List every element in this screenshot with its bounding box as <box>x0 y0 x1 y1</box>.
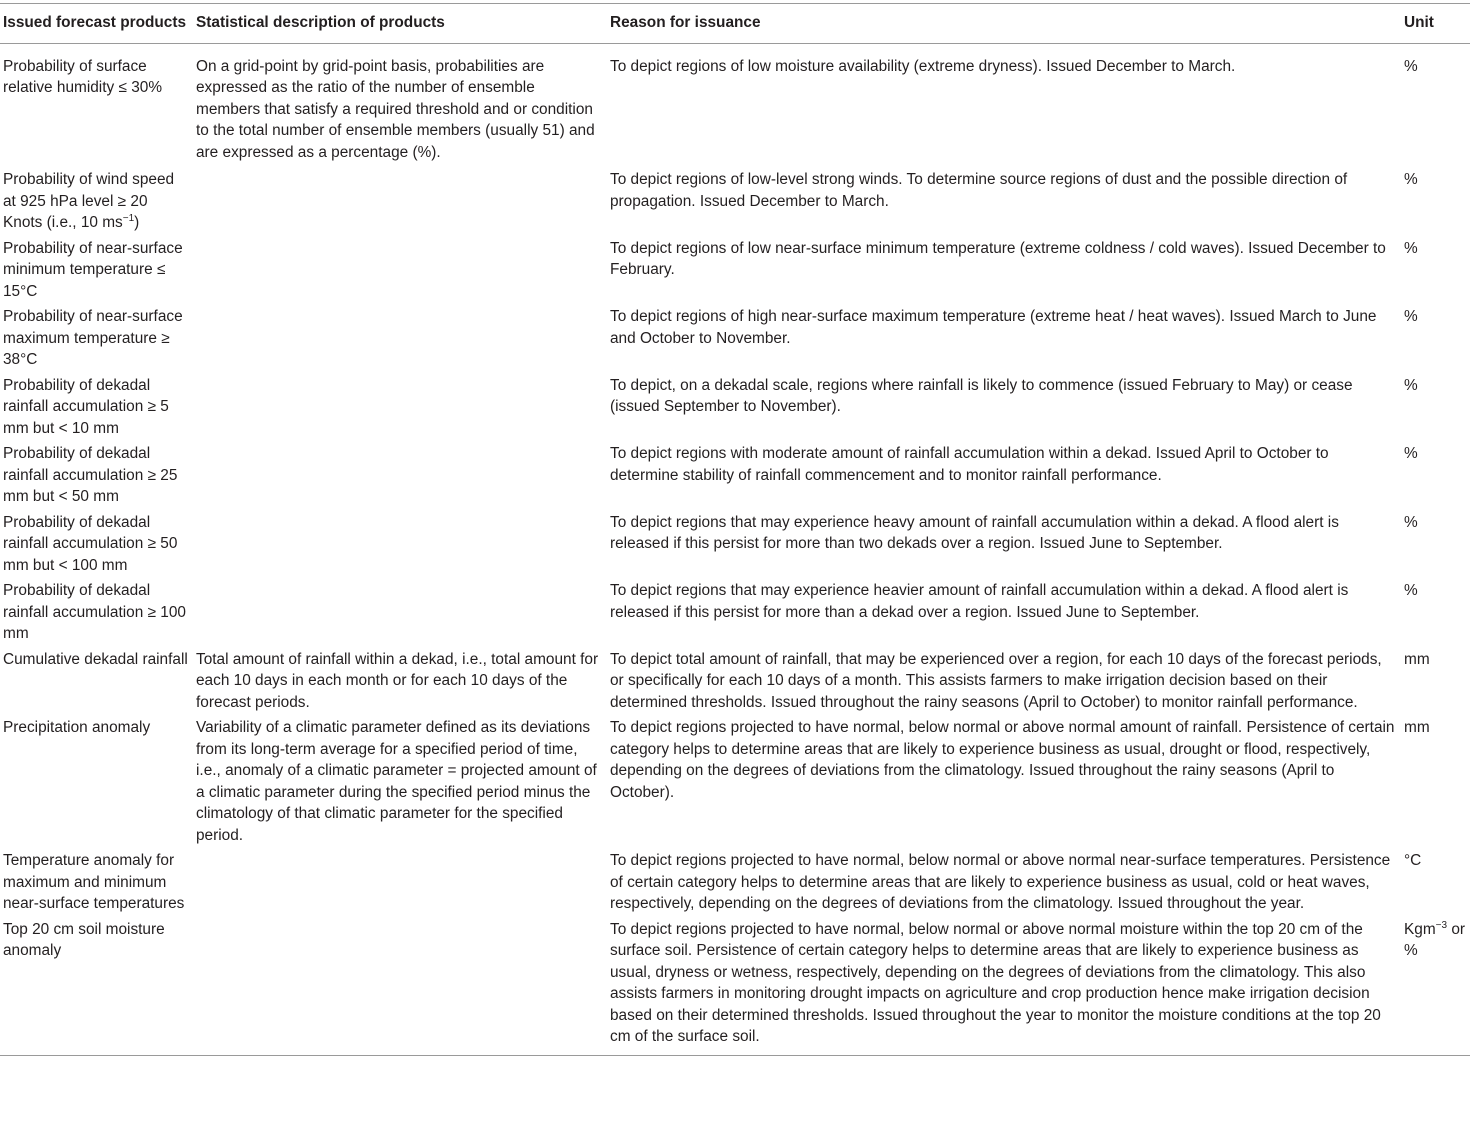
description-cell <box>193 236 607 305</box>
description-cell <box>193 578 607 647</box>
description-cell <box>193 917 607 1056</box>
description-cell <box>193 848 607 917</box>
description-cell <box>193 304 607 373</box>
reason-cell: To depict regions projected to have normal, below normal or above normal near-surface temperatures. Persistence of certain category helps to determine areas that are likely to experience business as usual, cold or heat waves, respectively, depending on the degrees of deviations from the climatology. Issued throughout the year. <box>610 852 1391 912</box>
unit-cell: % <box>1404 376 1418 394</box>
table-row <box>0 304 1470 373</box>
table-row <box>0 715 1470 848</box>
reason-cell: To depict regions that may experience heavier amount of rainfall accumulation within a dekad. A flood alert is released if this persist for more than a dekad over a region. Issued June to September. <box>610 582 1349 621</box>
header-issued-forecast-products: Issued forecast products <box>3 14 187 31</box>
unit-cell: % <box>1404 582 1418 599</box>
unit-cell: % <box>1404 239 1418 257</box>
unit-cell: % <box>1404 308 1418 325</box>
forecast-products-table <box>0 3 1470 1056</box>
reason-cell: To depict total amount of rainfall, that may be experienced over a region, for each 10 days of the forecast periods, or specifically for each 10 days of a month. This assists farmers to make irrigation decision based on their determined thresholds. Issued throughout the rainy seasons (April to October) to monitor rainfall performance. <box>610 650 1382 711</box>
reason-cell: To depict, on a dekadal scale, regions where rainfall is likely to commence (issued February to May) or cease (issued September to November). <box>610 376 1353 415</box>
product-cell: Cumulative dekadal rainfall <box>3 650 188 668</box>
description-cell <box>193 441 607 510</box>
reason-cell: To depict regions with moderate amount of rainfall accumulation within a dekad. Issued April to October to determine stability of rainfall commencement and to monitor rainfall performance. <box>610 445 1329 484</box>
product-cell: Probability of dekadal rainfall accumulation ≥ 25 mm but < 50 mm <box>3 445 178 505</box>
unit-text: Kgm <box>1404 920 1436 938</box>
header-statistical-description: Statistical description of products <box>196 14 445 31</box>
description-cell <box>193 373 607 442</box>
superscript: −3 <box>1435 919 1448 931</box>
product-cell: Probability of surface relative humidity ≤ 30% <box>3 57 163 96</box>
description-cell: Total amount of rainfall within a dekad, i.e., total amount for each 10 days in each month or for each 10 days of the forecast periods. <box>196 650 599 711</box>
table-row <box>0 167 1470 236</box>
table-row <box>0 373 1470 442</box>
product-cell <box>0 167 193 236</box>
unit-cell: % <box>1404 513 1418 531</box>
description-cell: Variability of a climatic parameter defined as its deviations from its long-term average for a specified period of time, i.e., anomaly of a climatic parameter = projected amount of a climatic parameter during the specified period minus the climatology of that climatic parameter for the specified period. <box>196 719 597 844</box>
reason-cell: To depict regions of low near-surface minimum temperature (extreme coldness / cold waves). Issued December to February. <box>610 239 1386 278</box>
unit-cell <box>1404 917 1470 1056</box>
table-row <box>0 510 1470 579</box>
product-cell: Temperature anomaly for maximum and minimum near-surface temperatures <box>3 852 185 912</box>
reason-cell: To depict regions of low moisture availability (extreme dryness). Issued December to March. <box>610 57 1236 75</box>
description-cell <box>193 167 607 236</box>
product-cell: Probability of dekadal rainfall accumulation ≥ 100 mm <box>3 582 186 642</box>
product-cell: Probability of dekadal rainfall accumulation ≥ 50 mm but < 100 mm <box>3 513 178 574</box>
reason-cell: To depict regions projected to have normal, below normal or above normal moisture within the top 20 cm of the surface soil. Persistence of certain category helps to determine areas that are likely to experience business as usual, dryness or wetness, respectively, depending on the degrees of deviations from the climatology. This also assists farmers in monitoring drought impacts on agriculture and crop production hence make irrigation decision based on their determined thresholds. Issued throughout the year to monitor the moisture conditions at the top 20 cm of the surface soil. <box>610 920 1381 1045</box>
description-cell <box>193 510 607 579</box>
product-cell: Precipitation anomaly <box>3 719 151 736</box>
product-cell: Probability of near-surface maximum temperature ≥ 38°C <box>3 308 183 368</box>
header-row <box>0 4 1470 44</box>
product-text-suffix: ) <box>134 214 140 231</box>
table-row <box>0 236 1470 305</box>
header-unit: Unit <box>1404 14 1434 31</box>
reason-cell: To depict regions of high near-surface maximum temperature (extreme heat / heat waves). Issued March to June and October to November. <box>610 308 1377 347</box>
unit-cell: mm <box>1404 650 1430 668</box>
table-row <box>0 647 1470 716</box>
reason-cell: To depict regions projected to have normal, below normal or above normal amount of rainfall. Persistence of certain category helps to determine areas that are likely to experience business as usual, drought or flood, respectively, depending on the degrees of deviations from the climatology. Issued throughout the rainy seasons (April to October). <box>610 719 1395 801</box>
unit-cell: % <box>1404 57 1418 75</box>
reason-cell: To depict regions of low-level strong winds. To determine source regions of dust and the possible direction of propagation. Issued December to March. <box>610 171 1348 210</box>
unit-text-suffix: or % <box>1404 920 1466 959</box>
unit-cell: % <box>1404 445 1418 462</box>
unit-cell: mm <box>1404 719 1430 736</box>
product-cell: Top 20 cm soil moisture anomaly <box>3 920 165 959</box>
unit-cell: % <box>1404 171 1418 188</box>
unit-cell: °C <box>1404 852 1422 869</box>
table-row <box>0 578 1470 647</box>
superscript: −1 <box>122 213 135 224</box>
product-cell: Probability of near-surface minimum temperature ≤ 15°C <box>3 239 183 300</box>
table-row <box>0 441 1470 510</box>
description-cell: On a grid-point by grid-point basis, probabilities are expressed as the ratio of the number of ensemble members that satisfy a required threshold and or condition to the total number of ensemble members (usually 51) and are expressed as a percentage (%). <box>196 57 595 161</box>
table-row <box>0 43 1470 167</box>
table-row <box>0 848 1470 917</box>
product-text: Probability of wind speed at 925 hPa level ≥ 20 Knots (i.e., 10 ms <box>3 171 175 231</box>
product-cell: Probability of dekadal rainfall accumulation ≥ 5 mm but < 10 mm <box>3 376 169 437</box>
reason-cell: To depict regions that may experience heavy amount of rainfall accumulation within a dekad. A flood alert is released if this persist for more than two dekads over a region. Issued June to September. <box>610 513 1339 552</box>
table-row <box>0 917 1470 1056</box>
header-reason-for-issuance: Reason for issuance <box>610 14 761 31</box>
